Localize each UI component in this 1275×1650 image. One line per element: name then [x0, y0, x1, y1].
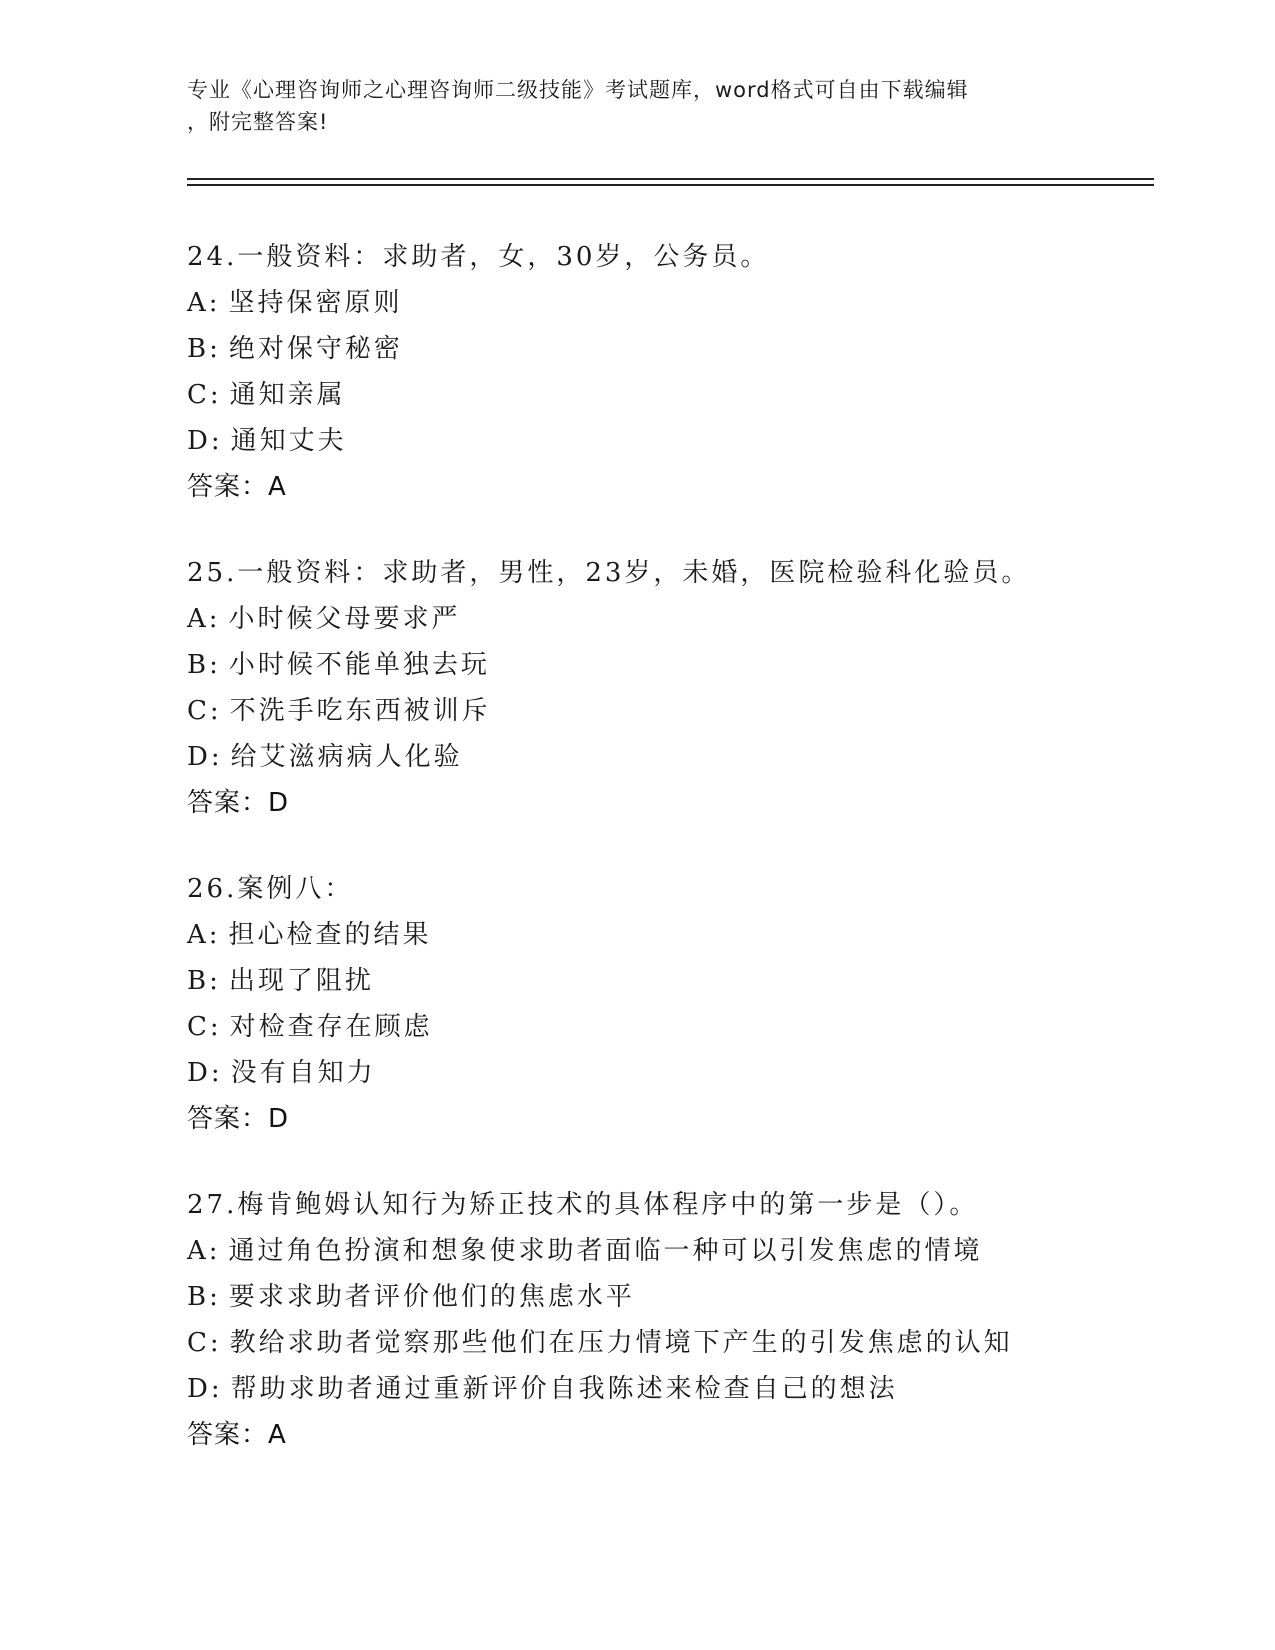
option-key: D: [187, 1374, 223, 1404]
option-key: C: [187, 696, 222, 726]
option-a [187, 1228, 1147, 1274]
option-text: 要求求助者评价他们的焦虑水平 [228, 1282, 635, 1312]
option-c [187, 372, 1147, 418]
option-a [187, 912, 1147, 958]
option-d [187, 1050, 1147, 1096]
option-key: A: [187, 288, 221, 318]
option-key: C: [187, 380, 222, 410]
question-27 [187, 1182, 1147, 1458]
option-key: B: [187, 1282, 221, 1312]
option-text: 通过角色扮演和想象使求助者面临一种可以引发焦虑的情境 [228, 1236, 983, 1266]
answer-line: 答案：D [187, 1104, 290, 1134]
answer-line: 答案：D [187, 788, 290, 818]
question-stem: 26.案例八： [187, 874, 354, 904]
option-text: 帮助求助者通过重新评价自我陈述来检查自己的想法 [230, 1374, 898, 1404]
header-line-1: 专业《心理咨询师之心理咨询师二级技能》考试题库，word格式可自由下载编辑 [187, 78, 969, 102]
option-key: D: [187, 426, 223, 456]
option-b [187, 642, 1147, 688]
question-list [187, 234, 1147, 1498]
option-text: 通知丈夫 [230, 426, 347, 456]
option-key: D: [187, 1058, 223, 1088]
option-d [187, 418, 1147, 464]
option-c [187, 1320, 1147, 1366]
option-d [187, 734, 1147, 780]
option-key: A: [187, 604, 221, 634]
question-stem: 24.一般资料：求助者，女，30岁，公务员。 [187, 242, 770, 272]
option-text: 教给求助者觉察那些他们在压力情境下产生的引发焦虑的认知 [229, 1328, 1013, 1358]
option-text: 坚持保密原则 [228, 288, 403, 318]
option-key: B: [187, 650, 221, 680]
question-stem: 25.一般资料：求助者，男性，23岁，未婚，医院检验科化验员。 [187, 558, 1031, 588]
document-header [187, 74, 1087, 138]
option-key: D: [187, 742, 223, 772]
question-stem: 27.梅肯鲍姆认知行为矫正技术的具体程序中的第一步是（）。 [187, 1190, 979, 1220]
option-b [187, 1274, 1147, 1320]
option-key: A: [187, 920, 221, 950]
question-25 [187, 550, 1147, 826]
option-text: 小时候父母要求严 [228, 604, 461, 634]
option-key: B: [187, 334, 221, 364]
header-line-2: ，附完整答案! [187, 110, 329, 134]
option-c [187, 1004, 1147, 1050]
option-d [187, 1366, 1147, 1412]
header-divider-top [187, 178, 1154, 180]
question-24 [187, 234, 1147, 510]
option-key: C: [187, 1328, 222, 1358]
option-key: C: [187, 1012, 222, 1042]
option-text: 给艾滋病病人化验 [230, 742, 463, 772]
answer-line: 答案：A [187, 472, 287, 502]
option-b [187, 326, 1147, 372]
option-b [187, 958, 1147, 1004]
option-text: 小时候不能单独去玩 [228, 650, 490, 680]
answer-line: 答案：A [187, 1420, 287, 1450]
option-c [187, 688, 1147, 734]
option-text: 担心检查的结果 [228, 920, 432, 950]
option-text: 出现了阻扰 [228, 966, 374, 996]
question-26 [187, 866, 1147, 1142]
option-key: A: [187, 1236, 221, 1266]
option-text: 没有自知力 [230, 1058, 376, 1088]
option-text: 通知亲属 [229, 380, 346, 410]
option-text: 对检查存在顾虑 [229, 1012, 433, 1042]
option-a [187, 280, 1147, 326]
option-text: 绝对保守秘密 [228, 334, 403, 364]
option-key: B: [187, 966, 221, 996]
header-divider-bottom [187, 184, 1154, 186]
option-text: 不洗手吃东西被训斥 [229, 696, 491, 726]
option-a [187, 596, 1147, 642]
